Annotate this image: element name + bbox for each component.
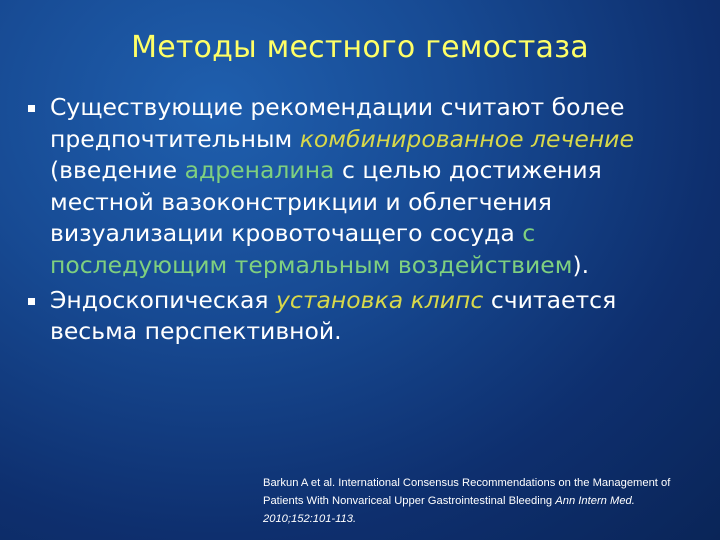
bullet2-highlight-clips: установка клипс (276, 285, 484, 314)
bullet-list (28, 92, 698, 351)
bullet1-text-part1: Существующие рекомендации считают более предпочтительным (50, 93, 625, 153)
bullet1-text-part4: ). (572, 250, 590, 279)
bullet1-highlight-combined-treatment: комбинированное лечение (299, 124, 634, 153)
citation-text: Barkun A et al. International Consensus Recommendations on the Management of Patients With Nonvariceal Upper Gastrointestinal Bleeding (263, 477, 671, 507)
citation-journal: Ann Intern Med. 2010;152:101-113. (263, 495, 635, 525)
bullet1-highlight-thermal: с последующим термальным воздействием (50, 219, 573, 279)
square-bullet-icon (28, 105, 35, 112)
bullet2-text-part1: Эндоскопическая (50, 285, 276, 314)
citation (263, 474, 703, 528)
bullet1-text-part2: (введение (50, 156, 185, 185)
bullet1-text-part3: с целью достижения местной вазоконстрикции и облегчения визуализации кровоточащего сосуда (50, 156, 602, 248)
bullet-item-recommendations (28, 92, 698, 282)
bullet1-highlight-adrenaline: адреналина (184, 156, 335, 185)
square-bullet-icon (28, 298, 35, 305)
slide-title: Методы местного гемостаза (131, 30, 589, 65)
bullet2-text-part2: считается весьма перспективной. (50, 285, 617, 346)
bullet-item-clips (28, 285, 698, 348)
